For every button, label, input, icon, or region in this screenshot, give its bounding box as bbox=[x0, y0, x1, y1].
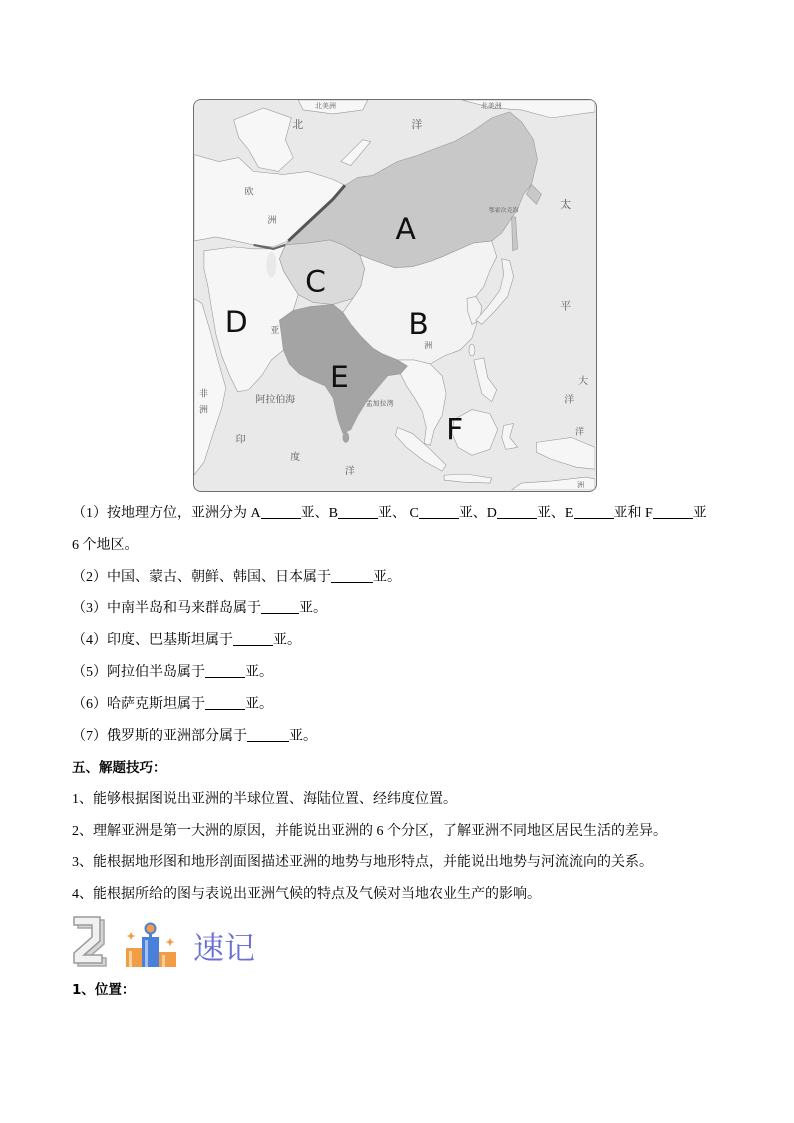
map-label-pacific-char: 平 bbox=[560, 299, 572, 313]
question-6 bbox=[72, 697, 273, 713]
question-text: 亚。 bbox=[289, 729, 317, 744]
answer-blank bbox=[233, 633, 273, 646]
tip-item: 1、能够根据图说出亚洲的半球位置、海陆位置、经纬度位置。 bbox=[72, 792, 457, 807]
question-1-text: 亚、D bbox=[458, 506, 497, 521]
map-label-bay-of-bengal: 孟加拉湾 bbox=[365, 399, 394, 408]
map-label-indian-ocean-char: 洋 bbox=[344, 466, 355, 478]
question-text: 亚。 bbox=[373, 570, 401, 585]
question-1-text: 亚 bbox=[692, 506, 707, 521]
region-letter-a: A bbox=[395, 211, 416, 247]
question-5 bbox=[72, 665, 273, 681]
tip-item: 3、能根据地形图和地形剖面图描述亚洲的地势与地形特点，并能说出地势与河流流向的关系。 bbox=[72, 855, 653, 870]
asia-regions-map bbox=[193, 99, 597, 492]
map-label-asia-char: 洲 bbox=[424, 341, 433, 351]
question-3 bbox=[72, 601, 327, 617]
map-label-okhotsk-sea: 鄂霍次克海 bbox=[488, 207, 519, 215]
question-1-text: （1）按地理方位，亚洲分为 A bbox=[72, 506, 261, 521]
region-letter-c: C bbox=[305, 264, 326, 300]
answer-blank bbox=[261, 506, 301, 519]
question-text: （4）印度、巴基斯坦属于 bbox=[72, 633, 233, 648]
question-text: 亚。 bbox=[299, 601, 327, 616]
answer-blank bbox=[247, 729, 289, 742]
map-label-africa-char: 洲 bbox=[198, 405, 208, 416]
answer-blank bbox=[205, 665, 245, 678]
region-letter-d: D bbox=[224, 305, 248, 341]
question-text: 亚。 bbox=[245, 697, 273, 712]
region-letter-b: B bbox=[408, 307, 429, 343]
tip-item: 4、能根据所给的图与表说出亚洲气候的特点及气候对当地农业生产的影响。 bbox=[72, 887, 541, 902]
answer-blank bbox=[419, 506, 459, 519]
map-label-north-america: 北美洲 bbox=[315, 101, 336, 110]
question-text: （3）中南半岛和马来群岛属于 bbox=[72, 601, 261, 616]
answer-blank bbox=[331, 570, 373, 583]
map-label-north-america: 北美洲 bbox=[480, 101, 502, 110]
question-1-text: 亚、E bbox=[536, 506, 574, 521]
map-label-arabian-sea: 阿拉伯海 bbox=[255, 394, 296, 406]
question-text: 亚。 bbox=[245, 665, 273, 680]
map-label-europe-char: 洲 bbox=[267, 216, 277, 227]
map-label-arctic-ocean-char: 北 bbox=[292, 117, 304, 131]
position-heading: 1、位置： bbox=[72, 982, 136, 998]
question-7 bbox=[72, 729, 317, 745]
map-label-pacific-char: 太 bbox=[560, 198, 572, 212]
map-label-oceania-char: 洲 bbox=[577, 481, 585, 490]
sri-lanka-island bbox=[343, 432, 349, 442]
question-text: （5）阿拉伯半岛属于 bbox=[72, 665, 205, 680]
question-1-continuation: 6 个地区。 bbox=[72, 538, 139, 553]
map-label-asia-char: 亚 bbox=[270, 326, 280, 337]
taiwan-island bbox=[469, 344, 475, 356]
region-letter-e: E bbox=[329, 359, 349, 395]
region-letter-f: F bbox=[446, 412, 464, 448]
question-text: （6）哈萨克斯坦属于 bbox=[72, 697, 205, 712]
map-label-pacific-char: 洋 bbox=[564, 394, 575, 406]
map-label-indian-ocean-char: 印 bbox=[235, 434, 246, 446]
map-label-europe-char: 欧 bbox=[244, 187, 254, 198]
question-text: （7）俄罗斯的亚洲部分属于 bbox=[72, 729, 247, 744]
question-4 bbox=[72, 633, 301, 649]
question-text: （2）中国、蒙古、朝鲜、韩国、日本属于 bbox=[72, 570, 331, 585]
answer-blank bbox=[205, 697, 245, 710]
question-2 bbox=[72, 570, 401, 586]
question-1-text: 亚和 F bbox=[613, 506, 653, 521]
answer-blank bbox=[653, 506, 693, 519]
map-label-arctic-ocean-char: 洋 bbox=[411, 117, 423, 131]
answer-blank bbox=[497, 506, 537, 519]
question-1 bbox=[72, 506, 707, 522]
question-1-text: 亚、 C bbox=[377, 506, 419, 521]
answer-blank bbox=[261, 601, 299, 614]
asia-map-svg bbox=[194, 100, 595, 490]
award-podium-icon bbox=[124, 921, 178, 972]
map-label-oceania-char: 大 bbox=[578, 375, 589, 387]
caspian-sea bbox=[266, 252, 276, 278]
number-2-icon bbox=[71, 914, 109, 973]
tip-item: 2、理解亚洲是第一大洲的原因，并能说出亚洲的 6 个分区，了解亚洲不同地区居民生活的差异。 bbox=[72, 824, 667, 839]
map-label-africa-char: 非 bbox=[198, 389, 208, 400]
question-1-text: 亚、B bbox=[300, 506, 338, 521]
answer-blank bbox=[338, 506, 378, 519]
answer-blank bbox=[574, 506, 614, 519]
question-text: 亚。 bbox=[273, 633, 301, 648]
map-label-oceania-char: 洋 bbox=[575, 427, 585, 438]
map-label-indian-ocean-char: 度 bbox=[290, 452, 301, 464]
quick-notes-title: 速记 bbox=[193, 931, 255, 967]
tips-heading: 五、解题技巧： bbox=[72, 760, 167, 776]
